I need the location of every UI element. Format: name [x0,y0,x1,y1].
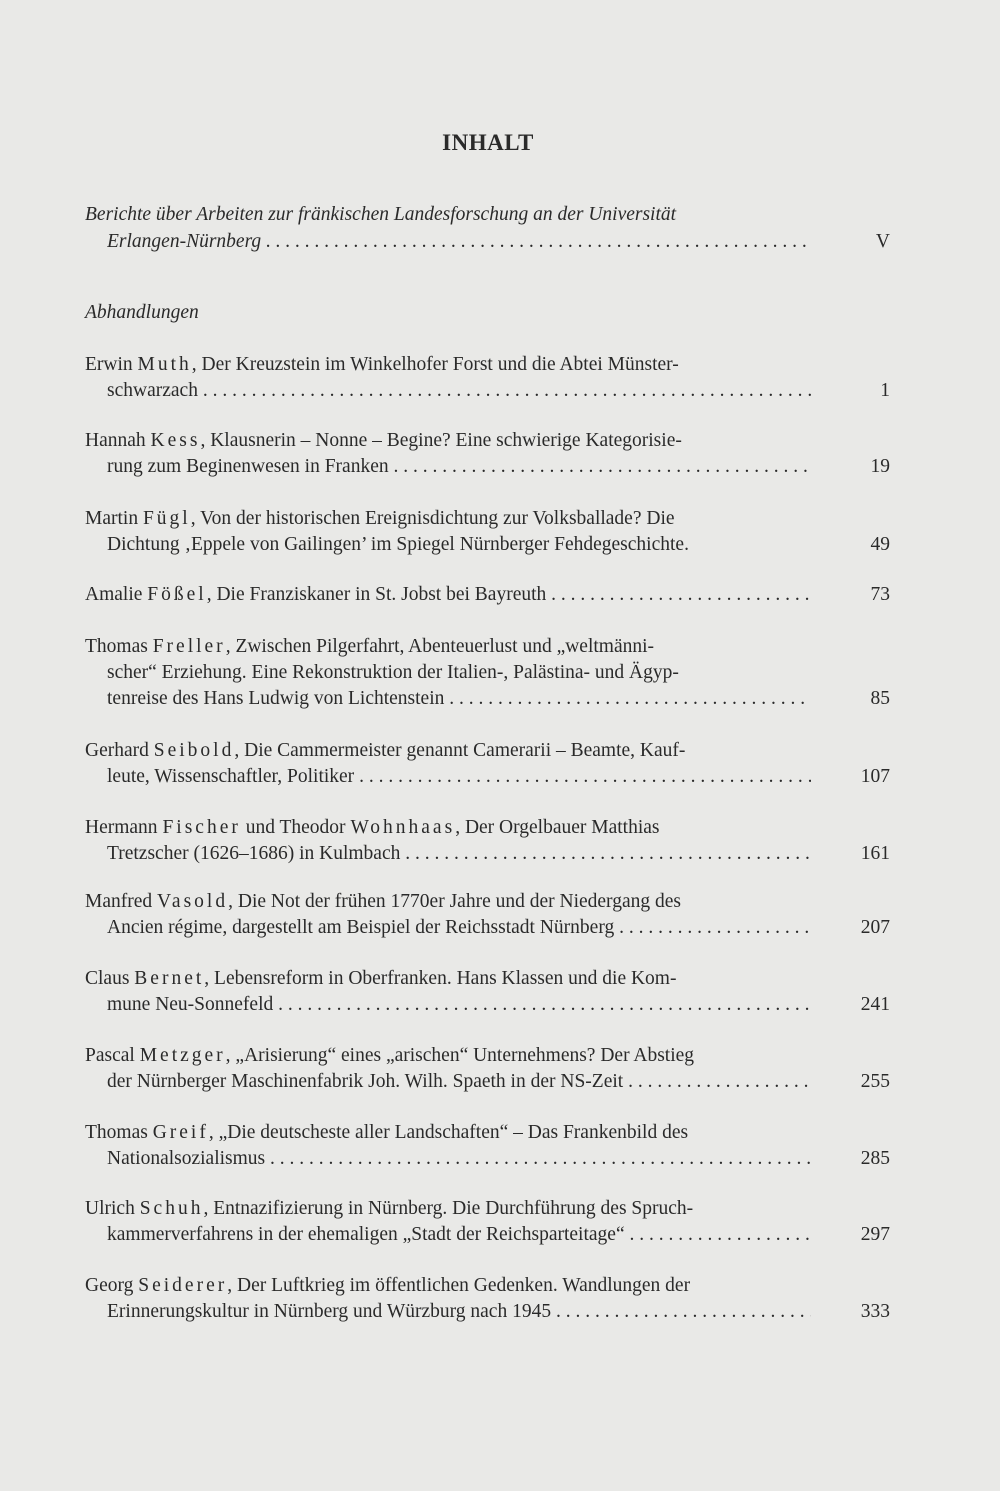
intro-line-2 [107,229,811,255]
author-name: Seiderer [138,1275,228,1296]
toc-entry-10-line-1: Pascal Metzger, „Arisierung“ eines „arischen“ Unternehmens? Der Abstieg [85,1045,695,1066]
toc-entry-5-line-1: Thomas Freller, Zwischen Pilgerfahrt, Abenteuerlust und „weltmänni- [85,636,655,657]
toc-entry-12-line-1: Ulrich Schuh, Entnazifizierung in Nürnberg. Die Durchführung des Spruch- [85,1198,694,1219]
toc-entry-1-line-1: Erwin Muth, Der Kreuzstein im Winkelhofer Forst und die Abtei Münster- [85,354,679,375]
section-label: Abhandlungen [85,302,199,323]
toc-entry-4-page: 73 [870,584,890,605]
toc-entry-7-line-1: Hermann Fischer und Theodor Wohnhaas, Der Orgelbauer Matthias [85,817,660,838]
toc-entry-13-line-1: Georg Seiderer, Der Luftkrieg im öffentlichen Gedenken. Wandlungen der [85,1275,691,1296]
author-name: Fügl [142,508,191,529]
toc-entry-8-line-2: Ancien régime, dargestellt am Beispiel der Reichsstadt Nürnberg . . . [107,915,811,941]
toc-entry-2-line-1: Hannah Kess, Klausnerin – Nonne – Begine? Eine schwierige Kategorisie- [85,430,682,451]
toc-entry-7-line-2: Tretzscher (1626–1686) in Kulmbach . . . [107,841,811,867]
toc-entry-2-line-2: rung zum Beginenwesen in Franken . . . [107,454,811,480]
author-name: Greif [152,1122,209,1143]
toc-entry-12-line-2: kammerverfahrens in der ehemaligen „Stadt der Reichsparteitage“ . . . [107,1222,811,1248]
toc-entry-7-page: 161 [860,843,890,864]
author-name-2: Wohnhaas [350,817,456,838]
toc-entry-3-line-1: Martin Fügl, Von der historischen Ereignisdichtung zur Volksballade? Die [85,508,675,529]
toc-entry-1-line-2: schwarzach . . . [107,378,811,404]
toc-entry-6-line-2: leute, Wissenschaftler, Politiker . . . [107,764,811,790]
toc-entry-10-page: 255 [860,1071,890,1092]
author-name: Metzger [139,1045,226,1066]
toc-entry-11-line-1: Thomas Greif, „Die deutscheste aller Landschaften“ – Das Frankenbild des [85,1122,689,1143]
toc-entry-8-line-1: Manfred Vasold, Die Not der frühen 1770er Jahre und der Niedergang des [85,891,681,912]
toc-entry-2-page: 19 [870,456,890,477]
toc-entry-5-page: 85 [870,688,890,709]
toc-entry-9-line-2: mune Neu-Sonnefeld . . . [107,992,811,1018]
author-name: Vasold [157,891,229,912]
toc-entry-9-line-1: Claus Bernet, Lebensreform in Oberfranken. Hans Klassen und die Kom- [85,968,677,989]
toc-entry-13-line-2: Erinnerungskultur in Nürnberg und Würzburg nach 1945 . . . [107,1299,811,1325]
toc-entry-5-line-2: scher“ Erziehung. Eine Rekonstruktion der Italien-, Palästina- und Ägyp- [107,662,679,683]
author-name: Kess [150,430,201,451]
intro-page-number: V [875,231,890,252]
toc-entry-3-page: 49 [870,534,890,555]
intro-line-1: Berichte über Arbeiten zur fränkischen Landesforschung an der Universität [85,204,677,225]
toc-entry-1-page: 1 [880,380,890,401]
toc-entry-10-line-2: der Nürnberger Maschinenfabrik Joh. Wilh. Spaeth in der NS-Zeit . . . [107,1069,811,1095]
page-title: INHALT [442,130,534,155]
author-name: Freller [152,636,226,657]
toc-entry-4-line-1: Amalie Fößel, Die Franziskaner in St. Jobst bei Bayreuth . . . [85,582,811,608]
author-name: Bernet [134,968,205,989]
toc-entry-11-line-2: Nationalsozialismus . . . [107,1146,811,1172]
toc-entry-3-line-2: Dichtung ‚Eppele von Gailingen’ im Spiegel Nürnberger Fehdegeschichte. [107,534,689,555]
author-name: Fischer [162,817,241,838]
toc-entry-13-page: 333 [860,1301,890,1322]
toc-entry-5-line-3: tenreise des Hans Ludwig von Lichtenstein . . . [107,686,811,712]
toc-entry-6-page: 107 [860,766,890,787]
toc-entry-8-page: 207 [860,917,890,938]
author-name: Schuh [139,1198,204,1219]
toc-entry-6-line-1: Gerhard Seibold, Die Cammermeister genannt Camerarii – Beamte, Kauf- [85,740,686,761]
intro-text: Erlangen-Nürnberg [107,231,262,252]
author-name: Muth [137,354,192,375]
author-name: Fößel [147,584,207,605]
toc-entry-11-page: 285 [860,1148,890,1169]
author-name: Seibold [153,740,235,761]
toc-entry-9-page: 241 [860,994,890,1015]
toc-entry-12-page: 297 [860,1224,890,1245]
